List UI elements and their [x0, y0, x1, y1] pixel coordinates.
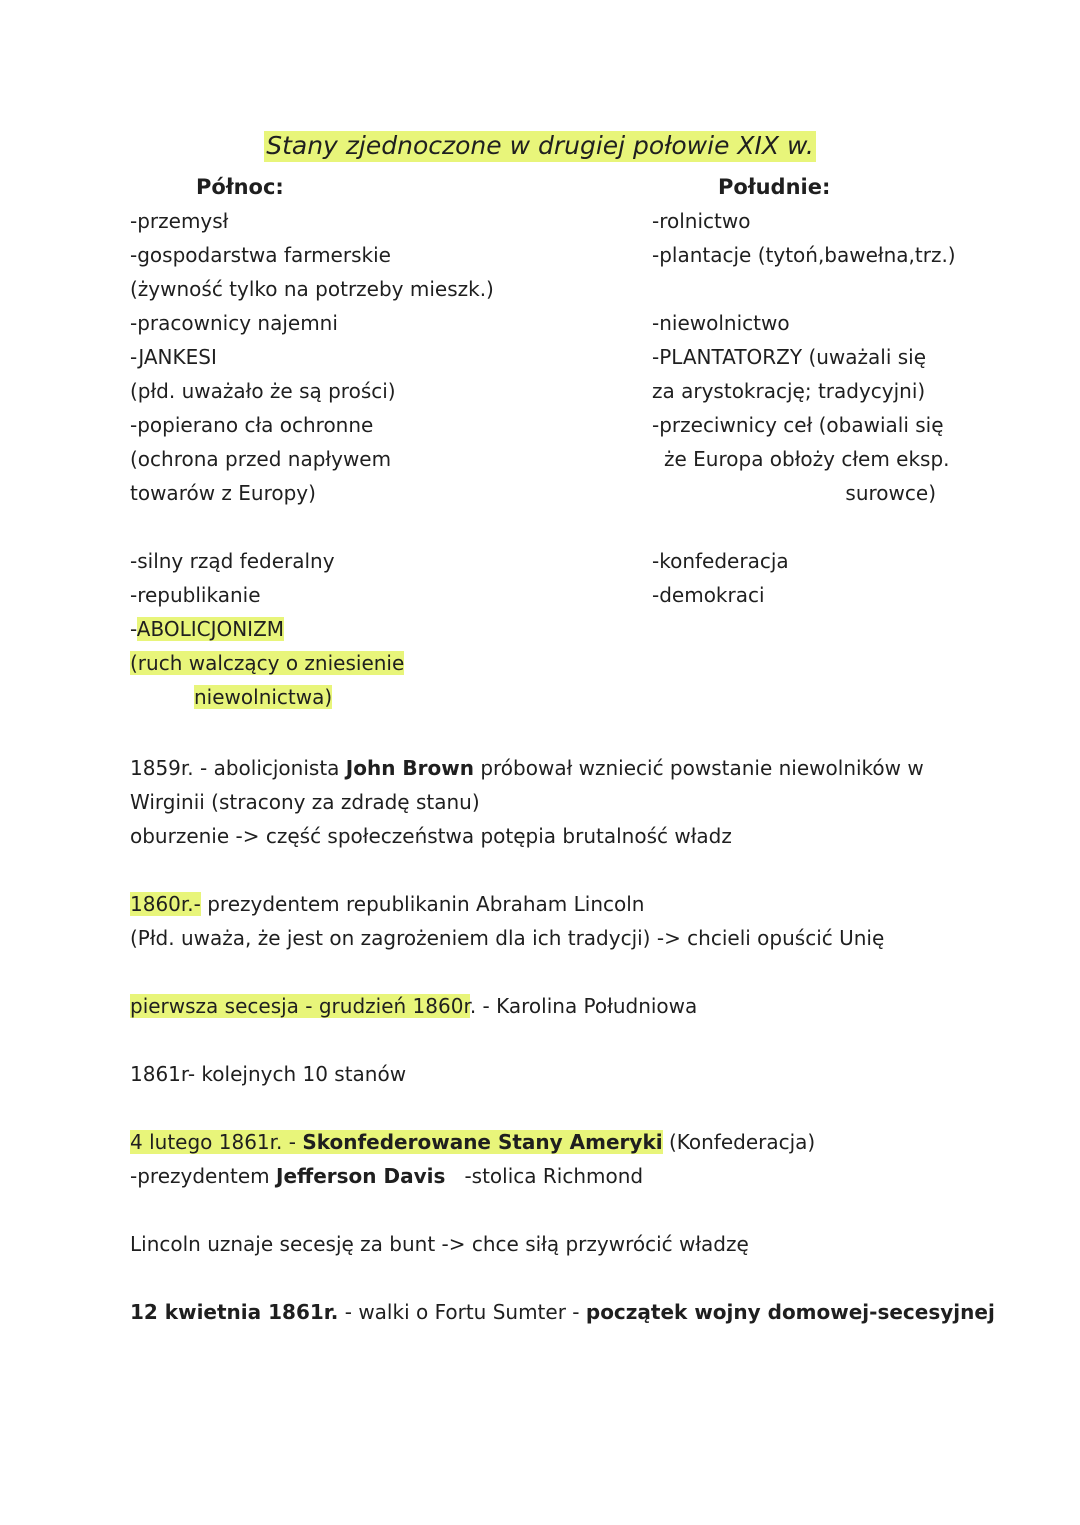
north-line: towarów z Europy) — [130, 481, 316, 505]
john-brown: John Brown — [345, 756, 474, 780]
south-line: za arystokrację; tradycyjni) — [652, 379, 926, 403]
north-line: (ochrona przed napływem — [130, 447, 392, 471]
event-1861: 1861r- kolejnych 10 stanów — [130, 1062, 407, 1086]
south-line: -przeciwnicy ceł (obawiali się — [652, 413, 944, 437]
north-heading: Północ: — [196, 175, 284, 199]
south-line — [652, 272, 936, 306]
south-line: że Europa obłoży cłem eksp. — [664, 447, 950, 471]
secession-highlight: pierwsza secesja - grudzień 1860r — [130, 994, 470, 1018]
south-line — [652, 510, 936, 544]
south-line: -niewolnictwo — [652, 311, 790, 335]
north-line: -JANKESI — [130, 345, 217, 369]
north-line: -przemysł — [130, 209, 229, 233]
event-secession: pierwsza secesja - grudzień 1860r. - Karolina Południowa — [130, 994, 698, 1018]
title-text: Stany zjednoczone w drugiej połowie XIX w. — [266, 131, 814, 160]
north-line: -gospodarstwa farmerskie — [130, 243, 391, 267]
abolition-desc: (ruch walczący o zniesienie — [130, 651, 405, 675]
north-line: -pracownicy najemni — [130, 311, 338, 335]
event-1859: 1859r. - abolicjonista John Brown próbował wzniecić powstanie niewolników w Wirginii (stracony za zdradę stanu) oburzenie -> część społeczeństwa potępia brutalność władz — [130, 756, 924, 848]
abolition-line — [130, 612, 494, 646]
north-line: (płd. uważało że są prości) — [130, 379, 396, 403]
year-1860: 1860r.- — [130, 892, 201, 916]
south-line: -plantacje (tytoń,bawełna,trz.) — [652, 243, 956, 267]
abolition-desc: niewolnictwa) — [194, 685, 333, 709]
south-column — [652, 204, 956, 612]
south-line: -konfederacja — [652, 549, 789, 573]
south-line: -PLANTATORZY (uważali się — [652, 345, 927, 369]
north-line — [130, 510, 494, 544]
jefferson-davis: Jefferson Davis — [276, 1164, 446, 1188]
abolition-term: ABOLICJONIZM — [136, 617, 285, 641]
north-line: -republikanie — [130, 583, 261, 607]
north-line: -silny rząd federalny — [130, 549, 335, 573]
south-line: surowce) — [845, 481, 936, 505]
north-column — [130, 204, 494, 714]
south-heading: Południe: — [718, 175, 831, 199]
event-sumter: 12 kwietnia 1861r. - walki o Fortu Sumter - początek wojny domowej-secesyjnej — [130, 1300, 995, 1324]
page-title — [0, 128, 1080, 164]
north-line: -popierano cła ochronne — [130, 413, 374, 437]
abolition-prefix: - — [130, 617, 137, 641]
south-line: -rolnictwo — [652, 209, 751, 233]
event-confederation: 4 lutego 1861r. - Skonfederowane Stany Ameryki (Konfederacja) -prezydentem Jefferson Davis -stolica Richmond — [130, 1130, 816, 1188]
event-1860: 1860r.- prezydentem republikanin Abraham Lincoln (Płd. uważa, że jest on zagrożeniem dla ich tradycji) -> chcieli opuścić Unię — [130, 892, 885, 950]
confed-highlight: 4 lutego 1861r. - Skonfederowane Stany Ameryki — [130, 1130, 663, 1154]
north-line: (żywność tylko na potrzeby mieszk.) — [130, 277, 494, 301]
south-line: -demokraci — [652, 583, 765, 607]
event-lincoln: Lincoln uznaje secesję za bunt -> chce siłą przywrócić władzę — [130, 1232, 749, 1256]
